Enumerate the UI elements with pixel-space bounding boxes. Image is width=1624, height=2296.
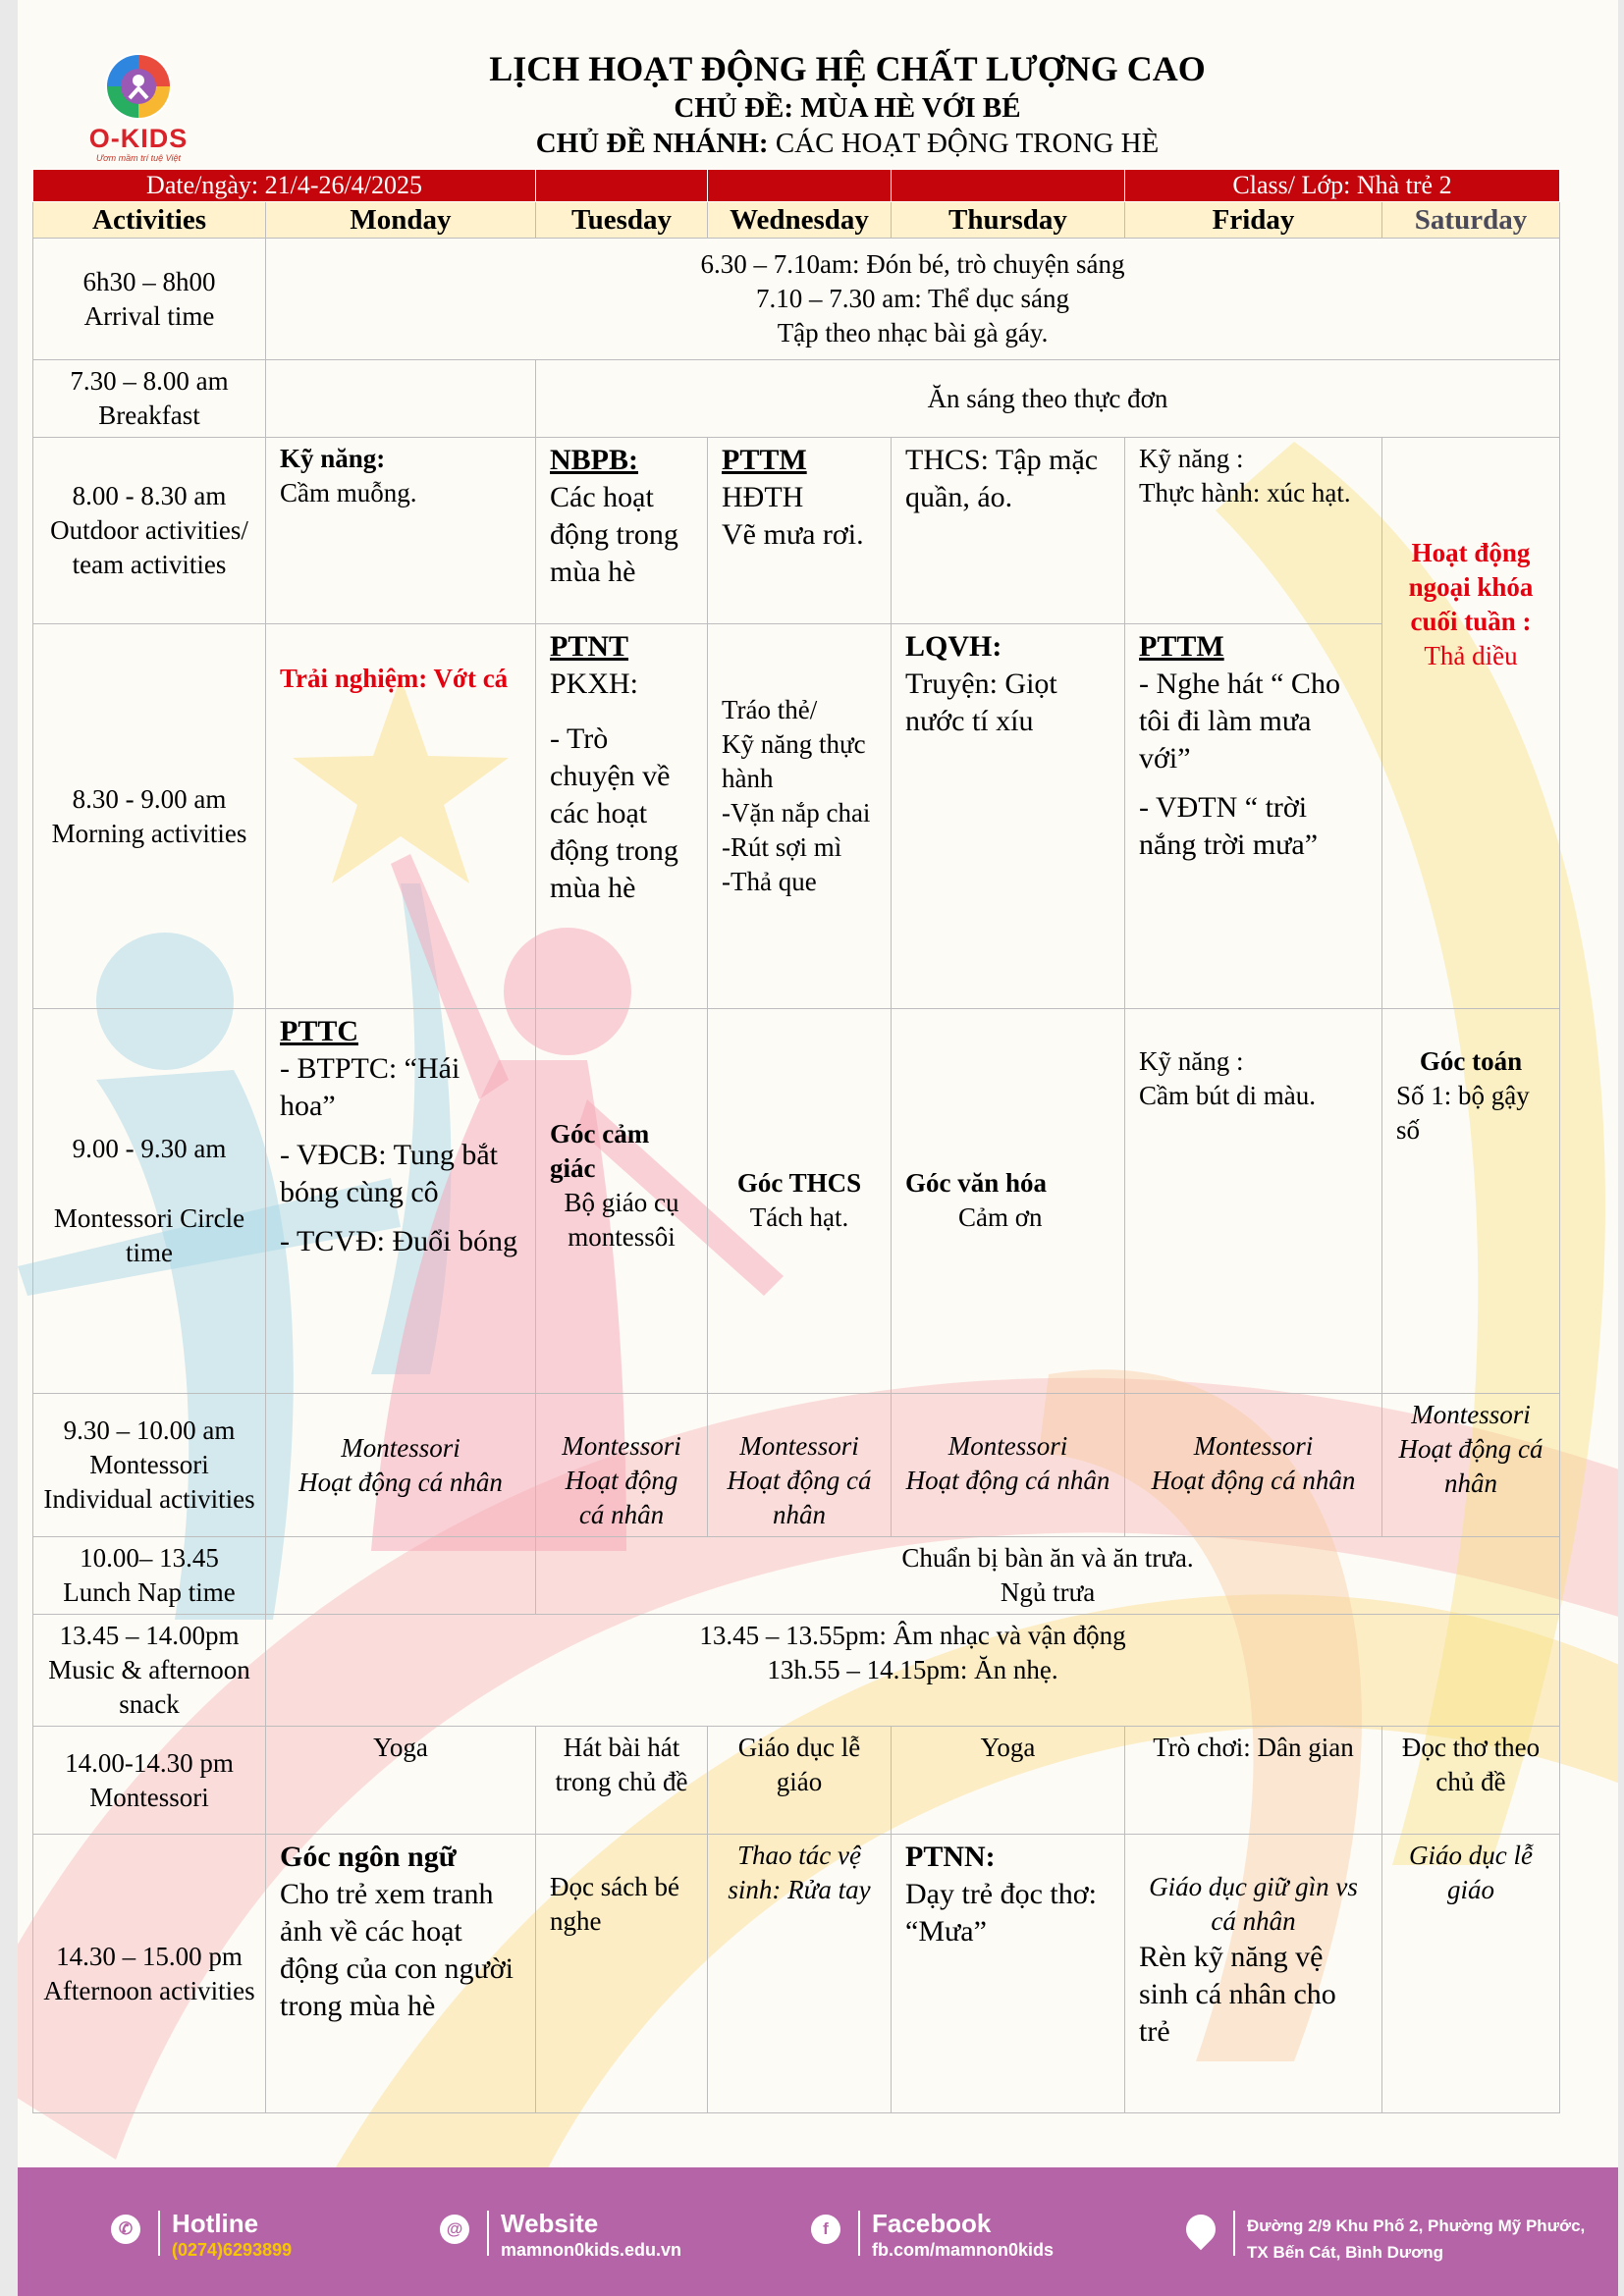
time-label: Montessori Circle time	[53, 1203, 245, 1267]
cell-text: Hoạt động cá nhân	[565, 1466, 678, 1529]
time-cell	[33, 624, 266, 1009]
content-line: Tập theo nhạc bài gà gáy.	[777, 318, 1049, 347]
cell-text: -Thả que	[722, 867, 817, 896]
facebook-link[interactable]: fb.com/mamnon0kids	[872, 2240, 1055, 2260]
cell-wednesday	[708, 1394, 892, 1537]
time-range: 9.30 – 10.00 am	[63, 1415, 236, 1445]
cell-text: Cầm bút di màu.	[1139, 1081, 1316, 1110]
cell-text: Số 1: bộ gậy số	[1396, 1081, 1530, 1145]
row-montessori	[33, 1727, 1560, 1835]
cell-saturday-extracurricular	[1382, 438, 1560, 1009]
header-saturday: Saturday	[1382, 202, 1560, 239]
cell-title: Góc ngôn ngữ	[280, 1841, 457, 1873]
cell-text: -Rút sợi mì	[722, 832, 842, 862]
cell-monday	[266, 1009, 536, 1394]
cell-text: Tráo thẻ/	[722, 695, 818, 724]
row-afternoon	[33, 1835, 1560, 2113]
cell-saturday	[1382, 1394, 1560, 1537]
time-range: 14.30 – 15.00 pm	[56, 1941, 243, 1971]
cell-title: PTNT	[550, 630, 629, 663]
time-cell	[33, 1835, 266, 2113]
hotline-value[interactable]: (0274)6293899	[172, 2240, 293, 2260]
footer-divider	[158, 2211, 160, 2256]
cell-text: Thực hành: xúc hạt.	[1139, 478, 1351, 507]
red-cell	[708, 170, 892, 202]
time-cell	[33, 360, 266, 438]
cell-title: Giáo dục giữ gìn vs cá nhân	[1149, 1872, 1358, 1936]
class-cell: Class/ Lớp: Nhà trẻ 2	[1125, 170, 1560, 202]
theme: CHỦ ĐỀ: MÙA HÈ VỚI BÉ	[674, 92, 1021, 124]
cell-text: Hoạt động cá nhân	[1398, 1434, 1543, 1498]
time-range: 13.45 – 14.00pm	[59, 1621, 240, 1650]
cell-thursday: Yoga	[892, 1727, 1125, 1835]
location-pin-icon	[1180, 2209, 1221, 2250]
time-label: Arrival time	[83, 300, 215, 331]
row-outdoor	[33, 438, 1560, 624]
cell-title: PTTC	[280, 1015, 359, 1047]
cell-wednesday	[708, 624, 892, 1009]
cell-text: Montessori	[739, 1431, 859, 1461]
cell-text: Cảm ơn	[958, 1202, 1043, 1232]
cell-text: Montessori	[947, 1431, 1068, 1461]
row-individual	[33, 1394, 1560, 1537]
row-breakfast	[33, 360, 1560, 438]
header-thursday: Thursday	[892, 202, 1125, 239]
footer-divider	[487, 2211, 489, 2256]
document-header	[18, 47, 1618, 161]
row-circle	[33, 1009, 1560, 1394]
website-link[interactable]: mamnon0kids.edu.vn	[501, 2240, 682, 2260]
facebook-label: Facebook	[872, 2209, 992, 2238]
facebook-icon: f	[811, 2215, 840, 2244]
address-line: TX Bến Cát, Bình Dương	[1247, 2243, 1444, 2262]
cell-text: Montessori	[562, 1431, 681, 1461]
cell-friday	[1125, 624, 1382, 1009]
cell-wednesday	[708, 438, 892, 624]
header-monday: Monday	[266, 202, 536, 239]
cell-text: - Nghe hát “ Cho tôi đi làm mưa với”	[1139, 667, 1340, 774]
at-icon: @	[440, 2215, 469, 2244]
footer-divider	[858, 2211, 860, 2256]
cell-text: Montessori	[1193, 1431, 1314, 1461]
cell-tuesday	[536, 624, 708, 1009]
cell-text: - BTPTC: “Hái hoa”	[280, 1052, 460, 1122]
time-range: 6h30 – 8h00	[82, 266, 216, 296]
content-line: Ngủ trưa	[1000, 1577, 1096, 1607]
header-wednesday: Wednesday	[708, 202, 892, 239]
cell-thursday	[892, 624, 1125, 1009]
cell-saturday	[1382, 1009, 1560, 1394]
address-text	[1247, 2213, 1585, 2266]
cell-text: Truyện: Giọt nước tí xíu	[905, 667, 1057, 737]
cell-wednesday: Giáo dục lễ giáo	[708, 1727, 892, 1835]
cell-friday	[1125, 438, 1382, 624]
cell-tuesday	[536, 1394, 708, 1537]
cell-text: - Trò chuyện về các hoạt động trong mùa hè	[550, 722, 678, 904]
footer-facebook	[811, 2209, 1125, 2268]
red-cell	[892, 170, 1125, 202]
cell-title: Góc THCS	[736, 1168, 862, 1198]
cell-text: -Vặn nắp chai	[722, 798, 871, 828]
cell-text: - VĐCB: Tung bắt bóng cùng cô	[280, 1139, 499, 1208]
cell-title: Góc toán	[1419, 1046, 1523, 1076]
time-range: 8.00 - 8.30 am	[72, 481, 227, 510]
empty-cell	[266, 1537, 536, 1615]
cell-thursday: THCS: Tập mặc quần, áo.	[892, 438, 1125, 624]
cell-tuesday	[536, 1009, 708, 1394]
cell-monday: Yoga	[266, 1727, 536, 1835]
footer-bar	[18, 2167, 1618, 2296]
time-range: 8.30 - 9.00 am	[72, 783, 227, 814]
cell-text: Vẽ mưa rơi.	[722, 518, 864, 551]
cell-saturday: Đọc thơ theo chủ đề	[1382, 1727, 1560, 1835]
cell-text: Bộ giáo cụ montessôi	[564, 1188, 679, 1252]
cell-text: Montessori	[1411, 1400, 1531, 1429]
footer-address	[1186, 2209, 1598, 2268]
cell-thursday	[892, 1009, 1125, 1394]
schedule-page	[18, 0, 1618, 2296]
date-class-row	[33, 170, 1560, 202]
hotline-label: Hotline	[172, 2209, 259, 2238]
cell-text: Thả diều	[1424, 641, 1518, 670]
cell-title: Hoạt động ngoại khóa cuối tuần :	[1408, 538, 1534, 636]
arrival-content	[266, 239, 1560, 360]
cell-friday	[1125, 1009, 1382, 1394]
cell-text: Kỹ năng :	[1139, 1046, 1244, 1076]
subtheme-line	[77, 126, 1618, 161]
cell-text: Dạy trẻ đọc thơ: “Mưa”	[905, 1878, 1097, 1948]
day-header-row	[33, 202, 1560, 239]
music-content	[266, 1615, 1560, 1727]
cell-title: Góc văn hóa	[905, 1168, 1048, 1198]
cell-thursday	[892, 1394, 1125, 1537]
cell-monday	[266, 624, 536, 1009]
time-range: 10.00– 13.45	[80, 1543, 219, 1573]
row-lunch	[33, 1537, 1560, 1615]
cell-title: Kỹ năng:	[280, 444, 386, 473]
cell-text: - TCVĐ: Đuổi bóng	[280, 1225, 517, 1257]
cell-text: Rèn kỹ năng vệ sinh cá nhân cho trẻ	[1139, 1941, 1336, 2048]
address-line: Đường 2/9 Khu Phố 2, Phường Mỹ Phước,	[1247, 2216, 1586, 2235]
cell-title: PTTM	[1139, 630, 1224, 663]
time-cell	[33, 239, 266, 360]
time-range: 9.00 - 9.30 am	[72, 1134, 227, 1163]
cell-monday	[266, 1835, 536, 2113]
time-cell	[33, 1537, 266, 1615]
subtheme-value: CÁC HOẠT ĐỘNG TRONG HÈ	[775, 128, 1160, 159]
footer-website	[440, 2209, 754, 2268]
empty-cell	[266, 360, 536, 438]
time-label: Montessori Individual activities	[43, 1450, 255, 1514]
cell-title: Trải nghiệm: Vớt cá	[280, 664, 509, 693]
cell-text: Hoạt động cá nhân	[298, 1467, 503, 1497]
cell-text: HĐTH	[722, 481, 804, 513]
content-line: Chuẩn bị bàn ăn và ăn trưa.	[901, 1543, 1194, 1573]
header-friday: Friday	[1125, 202, 1382, 239]
time-cell	[33, 1727, 266, 1835]
cell-subtitle: PKXH:	[550, 667, 639, 700]
time-range: 7.30 – 8.00 am	[70, 366, 229, 396]
logo-wordmark: O-KIDS	[88, 124, 189, 153]
time-label: Breakfast	[98, 400, 200, 430]
cell-thursday	[892, 1835, 1125, 2113]
cell-text: - VĐTN “ trời nắng trời mưa”	[1139, 791, 1319, 861]
date-cell: Date/ngày: 21/4-26/4/2025	[33, 170, 536, 202]
cell-saturday: Giáo dục lễ giáo	[1382, 1835, 1560, 2113]
cell-friday: Trò chơi: Dân gian	[1125, 1727, 1382, 1835]
content-line: 13.45 – 13.55pm: Âm nhạc và vận động	[699, 1621, 1126, 1650]
cell-title: NBPB:	[550, 444, 638, 476]
cell-text: Cho trẻ xem tranh ảnh về các hoạt động của con người trong mùa hè	[280, 1878, 514, 2022]
row-morning	[33, 624, 1560, 1009]
time-cell	[33, 438, 266, 624]
cell-text: Montessori	[341, 1432, 460, 1463]
cell-title: PTNN:	[905, 1841, 996, 1873]
cell-wednesday: Thao tác vệ sinh: Rửa tay	[708, 1835, 892, 2113]
content-line: 7.10 – 7.30 am: Thể dục sáng	[756, 284, 1069, 313]
cell-monday	[266, 1394, 536, 1537]
cell-text: Hoạt động cá nhân	[905, 1466, 1110, 1495]
header-activities: Activities	[33, 202, 266, 239]
theme-line	[77, 90, 1618, 126]
lunch-content	[536, 1537, 1560, 1615]
content-line: 6.30 – 7.10am: Đón bé, trò chuyện sáng	[700, 249, 1125, 279]
footer-divider	[1233, 2211, 1235, 2256]
cell-text: Kỹ năng :	[1139, 444, 1244, 473]
cell-tuesday	[536, 438, 708, 624]
time-label: Outdoor activities/ team activities	[50, 515, 248, 579]
schedule-table	[32, 169, 1560, 2113]
content-line: 13h.55 – 14.15pm: Ăn nhẹ.	[767, 1655, 1058, 1684]
time-cell	[33, 1394, 266, 1537]
time-label: Lunch Nap time	[63, 1577, 236, 1607]
phone-icon: ✆	[111, 2215, 140, 2244]
red-cell	[536, 170, 708, 202]
cell-text: Hoạt động cá nhân	[1151, 1466, 1356, 1495]
time-cell	[33, 1009, 266, 1394]
cell-title: LQVH:	[905, 630, 1002, 663]
header-tuesday: Tuesday	[536, 202, 708, 239]
cell-text: Cầm muỗng.	[280, 478, 417, 507]
time-label: Music & afternoon snack	[48, 1655, 250, 1719]
cell-friday	[1125, 1835, 1382, 2113]
row-arrival	[33, 239, 1560, 360]
cell-monday	[266, 438, 536, 624]
time-label: Montessori	[89, 1782, 209, 1812]
cell-wednesday	[708, 1009, 892, 1394]
cell-text: Các hoạt động trong mùa hè	[550, 481, 678, 588]
time-label: Afternoon activities	[43, 1975, 255, 2005]
cell-friday	[1125, 1394, 1382, 1537]
breakfast-content: Ăn sáng theo thực đơn	[536, 360, 1560, 438]
cell-text: Kỹ năng thực hành	[722, 729, 866, 793]
cell-tuesday: Hát bài hát trong chủ đề	[536, 1727, 708, 1835]
website-label: Website	[501, 2209, 599, 2238]
cell-text: Hoạt động cá nhân	[727, 1466, 872, 1529]
document-title: LỊCH HOẠT ĐỘNG HỆ CHẤT LƯỢNG CAO	[489, 49, 1206, 88]
row-music	[33, 1615, 1560, 1727]
time-cell	[33, 1615, 266, 1727]
time-range: 14.00-14.30 pm	[65, 1747, 234, 1778]
cell-tuesday: Đọc sách bé nghe	[536, 1835, 708, 2113]
time-label: Morning activities	[51, 818, 247, 848]
cell-title: PTTM	[722, 444, 807, 476]
logo-tagline: Ươm mầm trí tuệ Việt	[96, 153, 181, 163]
subtheme-label: CHỦ ĐỀ NHÁNH:	[535, 128, 769, 159]
footer-hotline	[111, 2209, 406, 2268]
cell-text: Tách hạt.	[749, 1202, 849, 1232]
cell-title: Góc cảm giác	[550, 1119, 650, 1183]
